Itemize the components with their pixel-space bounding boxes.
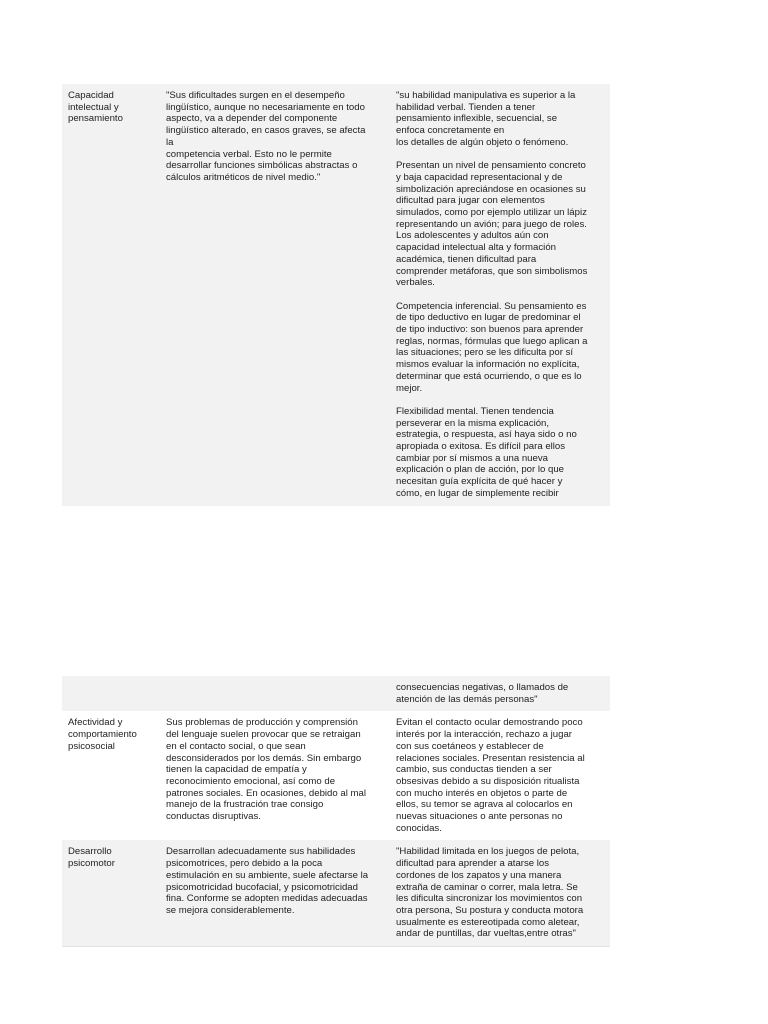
comparison-table-page-1: [62, 84, 610, 506]
column-3-cell: [390, 84, 610, 506]
table-row: [62, 84, 610, 506]
row-label-cell: [62, 840, 160, 946]
paragraph: Presentan un nivel de pensamiento concreto y baja capacidad representacional y de simbolización apreciándose en ocasiones su dificultad para jugar con elementos simulados, como por ejemplo utilizar un lápiz representando un avión; para juego de roles. Los adolescentes y adultos aún con capacidad intelectual alta y formación académica, tienen dificultad para comprender metáforas, que son simbolismos verbales.: [396, 160, 588, 289]
row-label: Desarrollo psicomotor: [68, 846, 115, 870]
continuation-text: consecuencias negativas, o llamados de atención de las demás personas": [396, 682, 569, 705]
column-2-text: Desarrollan adecuadamente sus habilidades psicomotrices, pero debido a la poca estimulación en su ambiente, suele afectarse la psicomotricidad bucofacial, y psicomotricidad fina. Conforme se adopten medidas adecuadas se mejora considerablemente.: [166, 846, 369, 916]
row-label: Capacidad intelectual y pensamiento: [68, 90, 123, 125]
table-row: [62, 676, 610, 711]
column-3-cell: [390, 840, 610, 946]
row-label: Afectividad y comportamiento psicosocial: [68, 717, 137, 752]
column-2-cell: [160, 711, 390, 840]
row-label-cell: [62, 84, 160, 506]
column-2-cell: [160, 84, 390, 506]
table-row: [62, 840, 610, 946]
paragraph: Flexibilidad mental. Tienen tendencia perseverar en la misma explicación, estrategia, o respuesta, así haya sido o no apropiada o exitosa. Es difícil para ellos cambiar por sí mismos a una nueva explicación o plan de acción, por lo que necesitan guía explícita de qué hacer y cómo, en lugar de simplemente recibir: [396, 405, 577, 499]
column-3-text: "Habilidad limitada en los juegos de pelota, dificultad para aprender a atarse los cordones de los zapatos y una manera extraña de caminar o correr, mala letra. Se les dificulta sincronizar los movimientos con otra persona, Su postura y conducta motora usualmente es estereotipada como aletear, andar de puntillas, dar vueltas,entre otras": [396, 846, 584, 940]
continuation-cell: [390, 676, 610, 711]
row-label-cell: [62, 711, 160, 840]
table-row: [62, 711, 610, 840]
paragraph: "su habilidad manipulativa es superior a la habilidad verbal. Tienden a tener pensamiento inflexible, secuencial, se enfoca concretamente en los detalles de algún objeto o fenómeno.: [396, 90, 576, 148]
column-3-text: Evitan el contacto ocular demostrando poco interés por la interacción, rechazo a jugar con sus coetáneos y establecer de relaciones sociales. Presentan resistencia al cambio, sus conductas tienden a ser obsesivas debido a su disposición ritualista con mucho interés en objetos o parte de ellos, su temor se agrava al colocarlos en nuevas situaciones o ante personas no conocidas.: [396, 717, 585, 834]
column-2-text: Sus problemas de producción y comprensión del lenguaje suelen provocar que se retraigan en el contacto social, o que sean desconsiderados por los demás. Sin embargo tienen la capacidad de empatía y reconocimiento emocional, así como de patrones sociales. En ocasiones, debido al mal manejo de la frustración trae consigo conductas disruptivas.: [166, 717, 366, 823]
paragraph: Competencia inferencial. Su pensamiento es de tipo deductivo en lugar de predominar el de tipo inductivo: son buenos para aprender reglas, normas, fórmulas que luego aplican a las situaciones; pero se les dificulta por sí mismos evaluar la información no explícita, determinar que está ocurriendo, o que es lo mejor.: [396, 300, 588, 394]
column-3-cell: [390, 711, 610, 840]
column-2-text: "Sus dificultades surgen en el desempeño lingüístico, aunque no necesariamente en todo aspecto, va a depender del componente lingüístico alterado, en casos graves, se afecta la competencia verbal. Esto no le permite desarrollar funciones simbólicas abstractas o cálculos aritméticos de nivel medio.": [166, 90, 366, 183]
comparison-table-page-2: [62, 676, 610, 947]
column-2-cell: [160, 840, 390, 946]
